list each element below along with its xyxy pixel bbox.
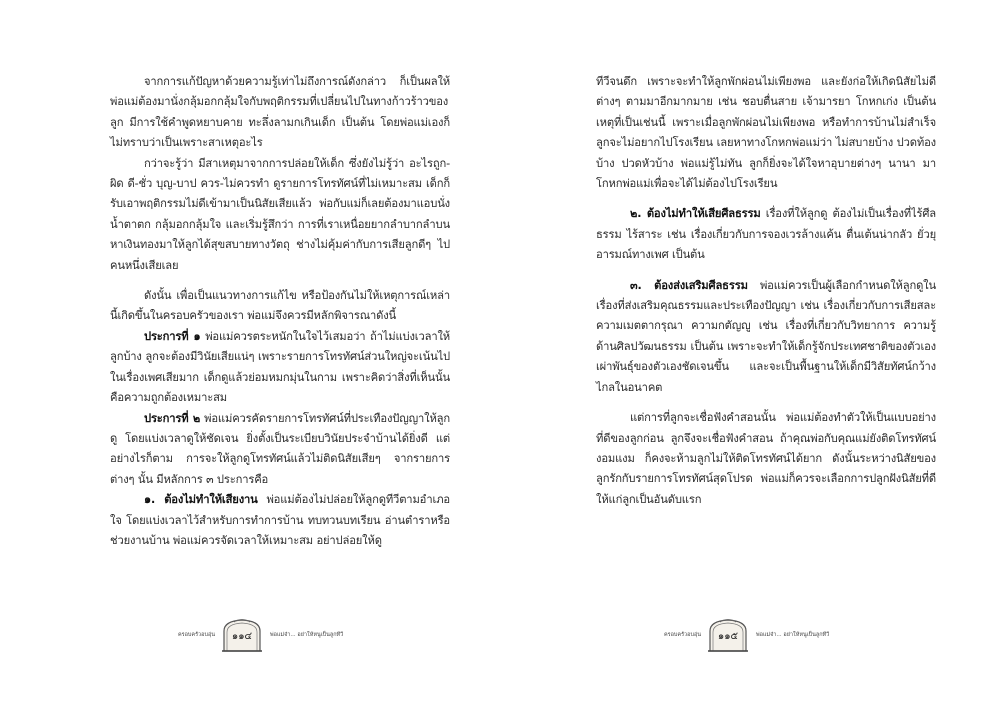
paragraph: ทีวีจนดึก เพราะจะทำให้ลูกพักผ่อนไม่เพียงพอ และยังก่อให้เกิดนิสัยไม่ดีต่างๆ ตามมาอีกมากมาย เช่น ชอบตื่นสาย เจ้ามารยา โกหกเก่ง เป็นต้น เหตุที่เป็นเช่นนี้ เพราะเมื่อลูกพักผ่อนไม่เพียงพอ หรือทำการบ้านไม่สำเร็จ ลูกจะไม่อยากไปโรงเรียน เลยหาทางโกหกพ่อแม่ว่า ไม่สบายบ้าง ปวดท้องบ้าง ปวดหัวบ้าง พ่อแม่รู้ไม่ทัน ลูกก็ยิ่งจะได้ใจหาอุบายต่างๆ นานา มาโกหกพ่อแม่เพื่อจะได้ไม่ต้องไปโรงเรียน [596,75,936,191]
paragraph [110,327,450,409]
paragraph: จากการแก้ปัญหาด้วยความรู้เท่าไม่ถึงการณ์ดังกล่าว ก็เป็นผลให้พ่อแม่ต้องมานั่งกลุ้มอกกลุ้มใจกับพฤติกรรมที่เปลี่ยนไปในทางก้าวร้าวของลูก มีการใช้คำพูดหยาบคาย ทะลึ่งลามกเกินเด็ก เป็นต้น โดยพ่อแม่เองก็ไม่ทราบว่าเป็นเพราะสาเหตุอะไร [110,75,450,150]
paragraph-body: พ่อแม่ควรเป็นผู้เลือกกำหนดให้ลูกดูในเรื่องที่ส่งเสริมคุณธรรมและประเทืองปัญญา เช่น เรื่องเกี่ยวกับการเสียสละ ความเมตตากรุณา ความกตัญญู เช่น เรื่องที่เกี่ยวกับวิทยาการ ความรู้ด้านศิลปวัฒนธรรม เป็นต้น เพราะจะทำให้เด็กรู้จักประเทศชาติของตัวเอง เผ่าพันธุ์ของตัวเองชัดเจนขึ้น และจะเป็นพื้นฐานให้เด็กมีวิสัยทัศน์กว้างไกลในอนาคต [596,278,936,394]
footer-chapter-title: พ่อแม่จ๋า... อย่าให้หนูเป็นลูกทีวี [756,632,830,638]
paragraph-lead: ๓. ต้องส่งเสริมศีลธรรม [630,278,748,292]
paragraph-lead: ประการที่ ๒ [144,411,201,425]
left-page-text [110,72,450,551]
paragraph [110,409,450,491]
right-page-footer [664,617,864,661]
paragraph-lead: ประการที่ ๑ [144,329,201,343]
footer-chapter-title: พ่อแม่จ๋า... อย่าให้หนูเป็นลูกทีวี [270,632,344,638]
paragraph-body: พ่อแม่ควรคัดรายการโทรทัศน์ที่ประเทืองปัญญาให้ลูกดู โดยแบ่งเวลาดูให้ชัดเจน ยิ่งตั้งเป็นระเบียบวินัยประจำบ้านได้ยิ่งดี แต่อย่างไรก็ตาม การจะให้ลูกดูโทรทัศน์แล้วไม่ติดนิสัยเสียๆ จากรายการต่างๆ นั้น มีหลักการ ๓ ประการคือ [110,411,451,486]
footer-book-title: ครอบครัวอบอุ่น [178,632,216,638]
page-number: ๑๑๔ [231,631,253,642]
paragraph: กว่าจะรู้ว่า มีสาเหตุมาจากการปล่อยให้เด็ก ซึ่งยังไม่รู้ว่า อะไรถูก-ผิด ดี-ชั่ว บุญ-บาป ควร-ไม่ควรทำ ดูรายการโทรทัศน์ที่ไม่เหมาะสม เด็กก็รับเอาพฤติกรรมไม่ดีเข้ามาเป็นนิสัยเสียแล้ว พ่อกับแม่ก็เลยต้องมาแอบนั่งน้ำตาตก กลุ้มอกกลุ้มใจ และเริ่มรู้สึกว่า การที่เราเหนื่อยยากลำบากลำบนหาเงินทองมาให้ลูกได้สุขสบายทางวัตถุ ช่างไม่คุ้มค่ากับการเสียลูกดีๆ ไปคนหนึ่งเสียเลย [110,156,450,272]
page-number-badge [220,617,264,653]
right-page-text [596,72,936,510]
paragraph: ดังนั้น เพื่อเป็นแนวทางการแก้ไข หรือป้องกันไม่ให้เหตุการณ์เหล่านี้เกิดขึ้นในครอบครัวของเรา พ่อแม่จึงควรมีหลักพิจารณาดังนี้ [110,289,450,323]
paragraph [596,204,936,265]
paragraph-lead: ๒. ต้องไม่ทำให้เสียศีลธรรม [630,207,761,221]
paragraph-lead: ๑. ต้องไม่ทำให้เสียงาน [144,493,258,507]
footer-book-title: ครอบครัวอบอุ่น [664,632,702,638]
page-number: ๑๑๕ [717,631,739,642]
paragraph-body: เรื่องที่ให้ลูกดู ต้องไม่เป็นเรื่องที่ไร้ศีลธรรม ไร้สาระ เช่น เรื่องเกี่ยวกับการจองเวรล้างแค้น ตื่นเต้นน่ากลัว ยั่วยุอารมณ์ทางเพศ เป็นต้น [596,207,936,262]
paragraph [596,276,936,398]
paragraph-body: พ่อแม่ต้องไม่ปล่อยให้ลูกดูทีวีตามอำเภอใจ โดยแบ่งเวลาไว้สำหรับการทำการบ้าน ทบทวนบทเรียน อ่านตำราหรือช่วยงานบ้าน พ่อแม่ควรจัดเวลาให้เหมาะสม อย่าปล่อยให้ดู [110,493,450,547]
paragraph-body: พ่อแม่ควรตระหนักในใจไว้เสมอว่า ถ้าไม่แบ่งเวลาให้ลูกบ้าง ลูกจะต้องมีวินัยเสียแน่ๆ เพราะรายการโทรทัศน์ส่วนใหญ่จะเน้นไปในเรื่องเพศเสียมาก เด็กดูแล้วย่อมหมกมุ่นในกาม เพราะคิดว่าสิ่งที่เห็นนั้นคือความถูกต้องเหมาะสม [110,329,450,405]
paragraph: แต่การที่ลูกจะเชื่อฟังคำสอนนั้น พ่อแม่ต้องทำตัวให้เป็นแบบอย่างที่ดีของลูกก่อน ลูกจึงจะเชื่อฟังคำสอน ถ้าคุณพ่อกับคุณแม่ยังติดโทรทัศน์งอมแงม ก็คงจะห้ามลูกไม่ให้ติดโทรทัศน์ได้ยาก ดังนั้นระหว่างนิสัยของลูกรักกับรายการโทรทัศน์สุดโปรด พ่อแม่ก็ควรจะเลือกการปลูกฝังนิสัยที่ดีให้แก่ลูกเป็นอันดับแรก [596,411,936,506]
paragraph [110,490,450,551]
page-number-badge [706,617,750,653]
left-page-footer [178,617,378,661]
